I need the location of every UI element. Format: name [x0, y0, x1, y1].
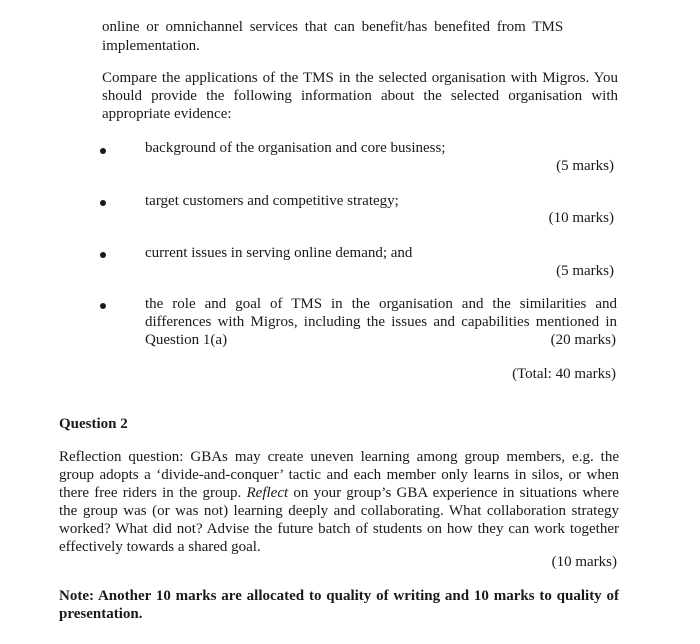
- total-marks: (Total: 40 marks): [512, 366, 616, 382]
- question-2-heading: Question 2: [59, 416, 128, 432]
- item-4-text: the role and goal of TMS in the organisation and the similarities and differences with Migros, including the issues and capabilities mentioned in Question 1(a): [145, 296, 617, 348]
- item-2-text: target customers and competitive strategy;: [145, 193, 399, 209]
- bullet-2: [100, 200, 106, 206]
- item-2-marks: (10 marks): [548, 210, 614, 226]
- question-2-body-emphasis: Reflect: [246, 485, 289, 501]
- bullet-3: [100, 252, 106, 258]
- bullet-1: [100, 148, 106, 154]
- question-2-body: [59, 448, 619, 556]
- question-2-body-part-2: on your group’s GBA experience in situations where the group was (or was not) learning deeply and collaborating. What collaboration strategy worked? What did not? Advise the future batch of students on how they can work together effectively towards a shared goal.: [59, 485, 619, 555]
- compare-paragraph: Compare the applications of the TMS in the selected organisation with Migros. You should provide the following information about the selected organisation with appropriate evidence:: [102, 70, 618, 122]
- item-1-marks: (5 marks): [556, 158, 614, 174]
- question-2-marks: (10 marks): [551, 554, 617, 570]
- bullet-4: [100, 303, 106, 309]
- item-3-text: current issues in serving online demand; and: [145, 245, 413, 261]
- item-3-marks: (5 marks): [556, 263, 614, 279]
- note-paragraph: Note: Another 10 marks are allocated to quality of writing and 10 marks to quality of presentation.: [59, 588, 619, 622]
- question-2-body-part-1: Reflection question: GBAs may create uneven learning among group members, e.g. the group adopts a ‘divide-and-conquer’ tactic and each member only learns in silos, or when there free riders in the group.: [59, 449, 619, 501]
- intro-line-1: online or omnichannel services that can benefit/has benefited from TMS: [102, 19, 564, 35]
- item-1-text: background of the organisation and core business;: [145, 140, 446, 156]
- item-4-marks: (20 marks): [550, 332, 616, 348]
- intro-line-2: implementation.: [102, 38, 200, 54]
